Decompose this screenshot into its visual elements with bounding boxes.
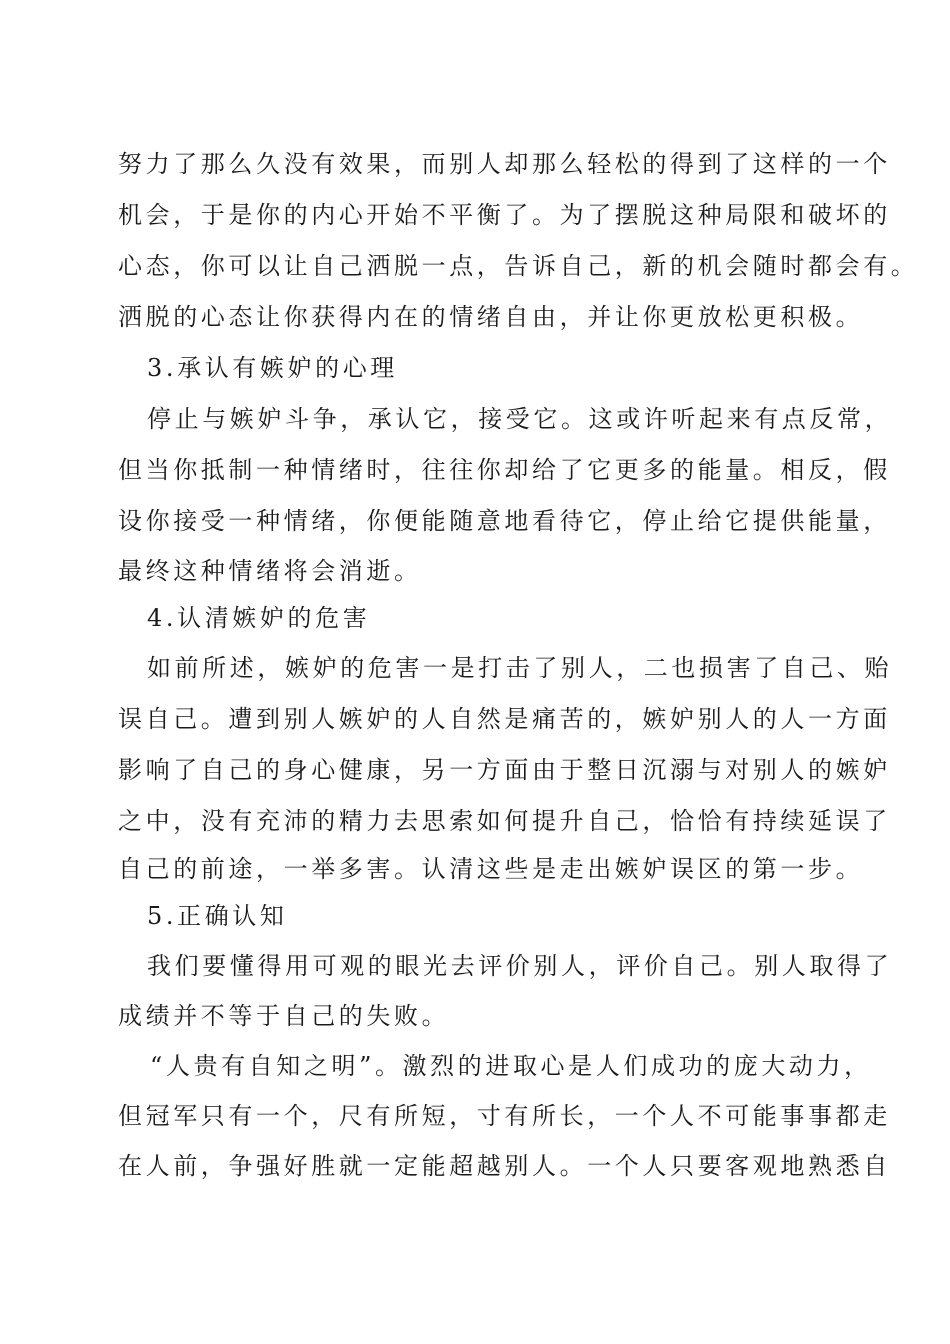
- paragraph-line: 停止与嫉妒斗争，承认它，接受它。这或许听起来有点反常，: [147, 405, 893, 433]
- section-heading-4: 4.认清嫉妒的危害: [147, 604, 371, 632]
- paragraph-line: 机会，于是你的内心开始不平衡了。为了摆脱这种局限和破坏的: [118, 201, 891, 229]
- paragraph-line: 影响了自己的身心健康，另一方面由于整日沉溺与对别人的嫉妒: [118, 756, 891, 784]
- paragraph-line: 心态，你可以让自己洒脱一点，告诉自己，新的机会随时都会有。: [118, 252, 919, 280]
- paragraph-line: 成绩并不等于自己的失败。: [118, 1002, 450, 1030]
- paragraph-line: 但当你抵制一种情绪时，往往你却给了它更多的能量。相反，假: [118, 456, 891, 484]
- paragraph-line: 自己的前途，一举多害。认清这些是走出嫉妒误区的第一步。: [118, 855, 864, 883]
- section-heading-3: 3.承认有嫉妒的心理: [147, 354, 398, 382]
- paragraph-line: 洒脱的心态让你获得内在的情绪自由，并让你更放松更积极。: [118, 303, 864, 331]
- paragraph-line: 努力了那么久没有效果，而别人却那么轻松的得到了这样的一个: [118, 150, 891, 178]
- section-heading-5: 5.正确认知: [147, 902, 288, 930]
- paragraph-line: 设你接受一种情绪，你便能随意地看待它，停止给它提供能量，: [118, 507, 891, 535]
- paragraph-line: 最终这种情绪将会消逝。: [118, 557, 422, 585]
- paragraph-line: 如前所述，嫉妒的危害一是打击了别人，二也损害了自己、贻: [147, 654, 893, 682]
- paragraph-line: “人贵有自知之明”。激烈的进取心是人们成功的庞大动力，: [150, 1052, 872, 1080]
- paragraph-line: 但冠军只有一个，尺有所短，寸有所长，一个人不可能事事都走: [118, 1102, 891, 1130]
- paragraph-line: 之中，没有充沛的精力去思索如何提升自己，恰恰有持续延误了: [118, 807, 891, 835]
- paragraph-line: 我们要懂得用可观的眼光去评价别人，评价自己。别人取得了: [147, 952, 893, 980]
- paragraph-line: 在人前，争强好胜就一定能超越别人。一个人只要客观地熟悉自: [118, 1152, 891, 1180]
- paragraph-line: 误自己。遭到别人嫉妒的人自然是痛苦的，嫉妒别人的人一方面: [118, 705, 891, 733]
